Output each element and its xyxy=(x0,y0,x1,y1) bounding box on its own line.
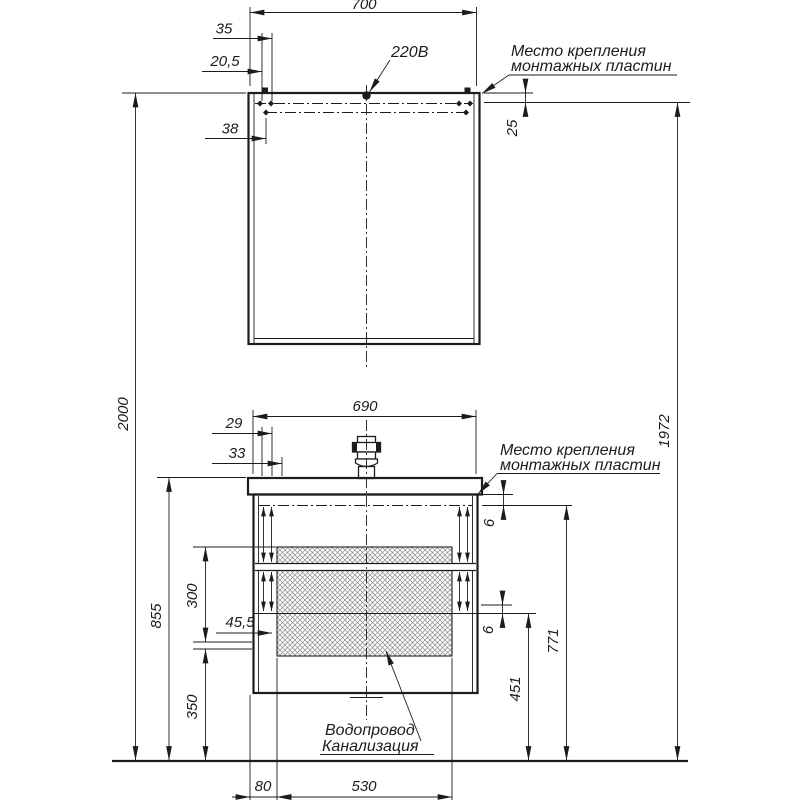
dim-6-top-label: 6 xyxy=(481,518,498,528)
dim-700 xyxy=(250,0,477,86)
dim-35-label: 35 xyxy=(215,20,233,38)
power-outlet-point xyxy=(362,91,370,99)
dim-350-label: 350 xyxy=(184,694,201,720)
dim-33 xyxy=(212,445,282,476)
dim-38 xyxy=(205,118,266,144)
dim-6-bottom-label: 6 xyxy=(480,625,497,635)
leader-line xyxy=(370,60,391,92)
mounting-plate-right xyxy=(465,88,471,94)
mount-point-marker xyxy=(463,110,469,116)
mount-note-line1: Место крепления xyxy=(511,43,646,60)
dim-38-label: 38 xyxy=(221,120,239,138)
dim-45-5 xyxy=(216,614,272,633)
mount-point-marker xyxy=(257,101,263,107)
dim-80-label: 80 xyxy=(254,778,272,795)
dim-80 xyxy=(232,658,297,800)
dim-700-label: 700 xyxy=(351,0,377,13)
dim-350 xyxy=(184,649,252,761)
dim-771 xyxy=(545,506,567,761)
mirror-cabinet xyxy=(249,85,480,367)
dim-771-label: 771 xyxy=(545,628,562,654)
countertop xyxy=(248,478,482,495)
dim-45-5-label: 45,5 xyxy=(225,614,255,631)
plumbing-note-line2: Канализация xyxy=(322,738,419,755)
dim-29-label: 29 xyxy=(225,415,243,432)
dim-25 xyxy=(484,81,533,137)
mount-point-marker xyxy=(263,110,269,116)
mount-note-line1: Место крепления xyxy=(500,442,635,459)
dim-300-label: 300 xyxy=(184,583,201,609)
dim-690-label: 690 xyxy=(352,398,378,415)
dim-451 xyxy=(507,614,529,761)
leader-line xyxy=(478,474,497,495)
plumbing-note xyxy=(320,651,434,755)
dim-25-label: 25 xyxy=(504,119,521,137)
dim-20-5 xyxy=(202,53,262,72)
dim-530-label: 530 xyxy=(351,778,377,795)
dim-33-label: 33 xyxy=(228,445,246,462)
dim-2000-label: 2000 xyxy=(115,397,132,431)
power-outlet-callout xyxy=(370,44,429,92)
power-outlet-label: 220В xyxy=(391,44,429,61)
mirror-mounting-note xyxy=(482,43,677,94)
mount-point-marker xyxy=(456,101,462,107)
dim-855-label: 855 xyxy=(148,603,165,629)
dim-1972-label: 1972 xyxy=(656,414,673,448)
plumbing-note-line1: Водопровод xyxy=(325,722,415,739)
drawer-gap xyxy=(255,564,476,571)
mount-note-line2: монтажных пластин xyxy=(500,457,661,474)
mount-point-marker xyxy=(467,101,473,107)
vanity-mounting-note xyxy=(478,442,661,494)
mounting-plate-left xyxy=(262,88,268,94)
dim-20-5-label: 20,5 xyxy=(210,53,240,70)
dim-6-bottom xyxy=(480,594,512,634)
mount-note-line2: монтажных пластин xyxy=(511,58,672,75)
dim-451-label: 451 xyxy=(507,676,524,702)
mount-point-marker xyxy=(268,101,274,107)
dim-1972 xyxy=(484,103,690,761)
leader-line xyxy=(482,75,509,94)
mirror-cabinet-outline xyxy=(249,93,480,344)
